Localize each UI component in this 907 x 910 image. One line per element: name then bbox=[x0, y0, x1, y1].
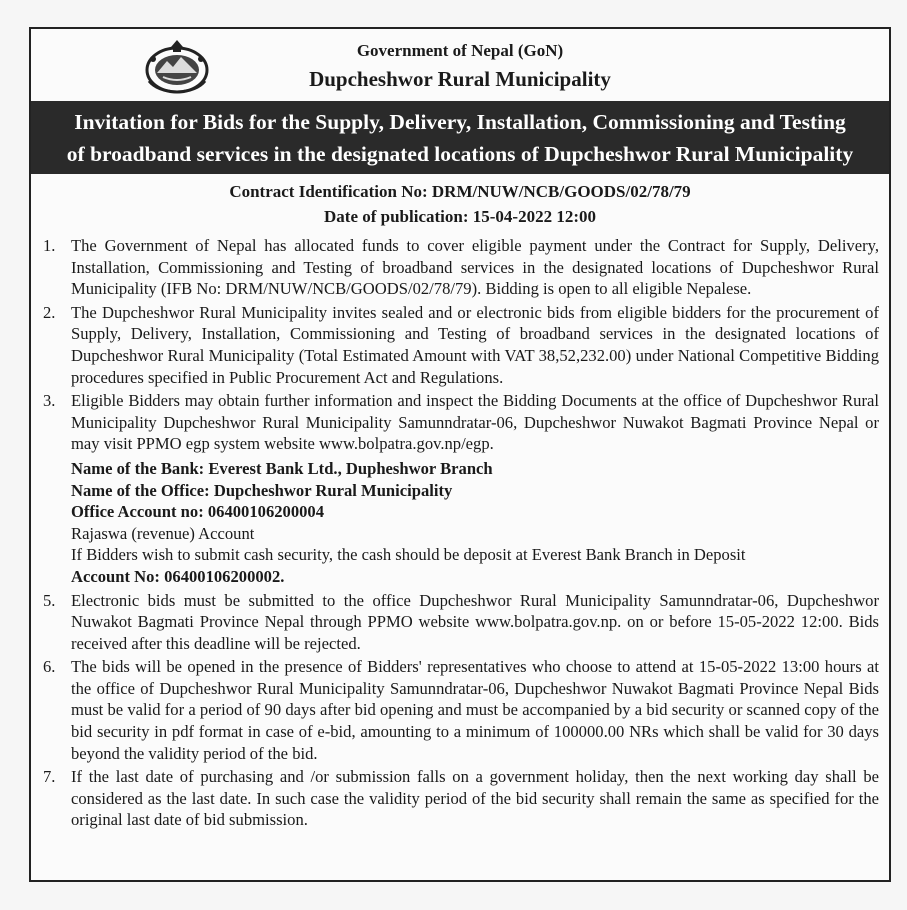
item-text: The Dupcheshwor Rural Municipality invites sealed and or electronic bids from eligible bidders for the procurement of Supply, Delivery, Installation, Commissioning and Testing of broadband services in the designated locations of Dupcheshwor Rural Municipality (Total Estimated Amount with VAT 38,52,232.00) under National Competitive Bidding procedures specified in Public Procurement Act and Regulations. bbox=[71, 302, 879, 387]
municipality-title: Dupcheshwor Rural Municipality bbox=[309, 67, 611, 91]
list-item bbox=[43, 766, 879, 831]
deposit-account: Account No: 06400106200002. bbox=[71, 566, 285, 586]
item-number: 5. bbox=[43, 590, 56, 610]
list-item bbox=[43, 656, 879, 764]
item-number: 1. bbox=[43, 236, 56, 255]
banner-line-2: of broadband services in the designated locations of Dupcheshwor Rural Municipality bbox=[66, 142, 854, 166]
notice-list bbox=[31, 235, 889, 455]
item-number: 3. bbox=[43, 391, 56, 411]
list-item bbox=[43, 590, 879, 655]
notice-header bbox=[31, 29, 889, 101]
item-text: Electronic bids must be submitted to the office Dupcheshwor Rural Municipality Samunndratar-06, Dupcheshwor Nuwakot Bagmati Province Nepal through PPMO website www.bolpatra.gov.np. on or before 15-05-2022 12:00. Bids received after this deadline will be rejected. bbox=[71, 590, 879, 653]
notice-banner bbox=[31, 101, 889, 174]
banner-line-1: Invitation for Bids for the Supply, Delivery, Installation, Commissioning and Testing bbox=[74, 110, 846, 134]
notice-list-continued bbox=[31, 590, 889, 832]
publication-date: Date of publication: 15-04-2022 12:00 bbox=[324, 207, 596, 226]
notice-frame bbox=[29, 27, 891, 882]
list-item bbox=[43, 390, 879, 455]
item-number: 6. bbox=[43, 657, 56, 677]
item-text: If the last date of purchasing and /or submission falls on a government holiday, then the next working day shall be considered as the last date. In such case the validity period of the bid security shall remain the same as specified for the original last date of bid submission. bbox=[71, 767, 879, 830]
cash-security-note: If Bidders wish to submit cash security, the cash should be deposit at Everest Bank Branch in Deposit bbox=[71, 545, 746, 565]
contract-id: Contract Identification No: DRM/NUW/NCB/GOODS/02/78/79 bbox=[229, 182, 691, 201]
item-number: 2. bbox=[43, 302, 56, 322]
item-text: The Government of Nepal has allocated funds to cover eligible payment under the Contract for Supply, Delivery, Installation, Commissioning and Testing of broadband services in the designated locations of Dupcheshwor Rural Municipality (IFB No: DRM/NUW/NCB/GOODS/02/78/79). Bidding is open to all eligible Nepalese. bbox=[71, 236, 879, 299]
office-name: Name of the Office: Dupcheshwor Rural Municipality bbox=[71, 480, 453, 500]
government-title: Government of Nepal (GoN) bbox=[356, 41, 564, 60]
item-text: Eligible Bidders may obtain further information and inspect the Bidding Documents at the office of Dupcheshwor Rural Municipality Dupcheshwor Rural Municipality Samunndratar-06, Dupcheshwor Nuwakot Bagmati Province Nepal or may visit PPMO egp system website www.bolpatra.gov.np/egp. bbox=[71, 391, 879, 454]
bank-name: Name of the Bank: Everest Bank Ltd., Dupheshwor Branch bbox=[71, 458, 493, 478]
bank-details bbox=[31, 458, 889, 588]
list-item bbox=[43, 235, 879, 300]
list-item bbox=[43, 302, 879, 388]
revenue-account: Rajaswa (revenue) Account bbox=[71, 523, 255, 543]
item-number: 7. bbox=[43, 767, 56, 787]
office-account: Office Account no: 06400106200004 bbox=[71, 502, 325, 522]
item-text: The bids will be opened in the presence of Bidders' representatives who choose to attend at 15-05-2022 13:00 hours at the office of Dupcheshwor Rural Municipality Samunndratar-06, Dupcheshwor Nuwakot Bagmati Province Nepal Bids must be valid for a period of 90 days after bid opening and must be accompanied by a bid security or scanned copy of the bid security in pdf format in case of e-bid, amounting to a minimum of 100000.00 NRs which shall be valid for 30 days beyond the validity period of the bid. bbox=[71, 657, 879, 763]
